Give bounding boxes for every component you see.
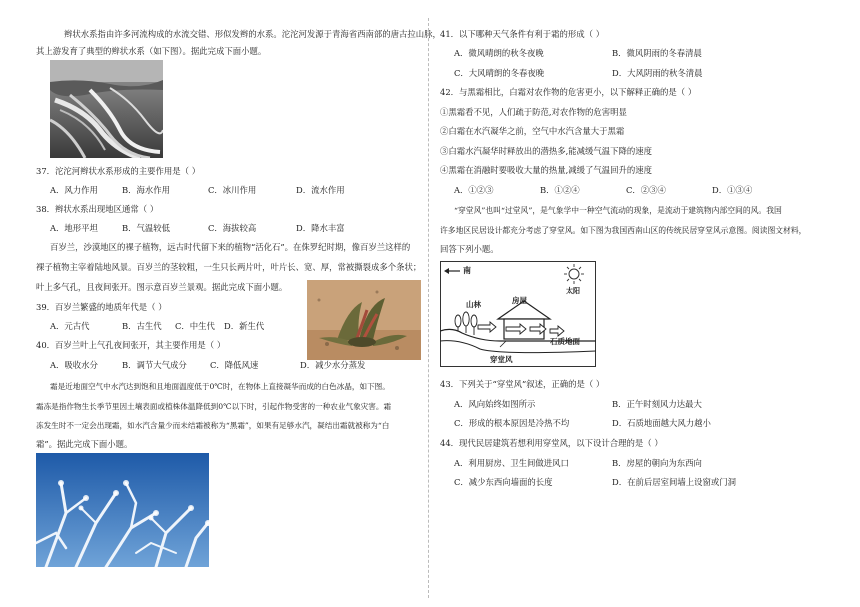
diagram-wind-label: 穿堂风: [490, 355, 513, 364]
q44-option-d[interactable]: D．在前后居室间墙上设窗或门洞: [612, 477, 736, 487]
ventilation-diagram: [440, 261, 596, 367]
q43-option-a[interactable]: A．风向始终如图所示: [454, 399, 536, 409]
diagram-stone-ground-label: 石质地面: [550, 337, 580, 346]
q42-statement-2: ②白霜在水汽凝华之前，空气中水汽含量大于黑霜: [440, 126, 625, 136]
q39-option-c[interactable]: C．中生代: [175, 321, 215, 331]
frost-intro-line3: 冻发生时不一定会出现霜，如水汽含量少而未结霜被称为“黑霜”，如果有足够水汽，凝结出霜就被称为“白: [36, 421, 390, 430]
q38-option-d[interactable]: D．降水丰富: [296, 223, 345, 233]
diagram-house-label: 房屋: [512, 296, 527, 305]
ventilation-intro-line1: “穿堂风”也叫“过堂风”，是气象学中一种空气流动的现象，是流动于建筑物内部空间的风。我国: [454, 206, 782, 215]
q41-option-d[interactable]: D．大风阴雨的秋冬清晨: [612, 68, 703, 78]
q37-option-c[interactable]: C．冰川作用: [208, 185, 257, 195]
q42-statement-4: ④黑霜在消融时要吸收大量的热量,减缓了气温回升的速度: [440, 165, 653, 175]
q39-option-a[interactable]: A．元古代: [50, 321, 90, 331]
diagram-forest-label: 山林: [466, 300, 481, 309]
column-divider: [428, 18, 429, 598]
welwitschia-intro-line1: 百岁兰，沙漠地区的裸子植物，远古时代留下来的植物“活化石”。在侏罗纪时期，像百岁兰这样的: [50, 242, 411, 252]
q40-option-a[interactable]: A．吸收水分: [50, 360, 98, 370]
q40-option-b[interactable]: B．调节大气成分: [122, 360, 187, 370]
q39-option-d[interactable]: D．新生代: [224, 321, 265, 331]
frost-intro-line2: 霜冻是指作物生长季节里因土壤表面或植株体温降低到0℃以下时，引起作物受害的一种农业气象灾害。霜: [36, 402, 392, 411]
q44-option-b[interactable]: B．房屋的朝向为东西向: [612, 458, 702, 468]
ventilation-intro-line2: 许多地区民居设计都充分考虑了穿堂风。如下图为我国西南山区的传统民居穿堂风示意图。阅读图文材料，: [440, 226, 807, 235]
q37-stem: 37．沱沱河辫状水系形成的主要作用是（ ）: [36, 166, 201, 176]
q44-option-a[interactable]: A．利用厨房、卫生间做进风口: [454, 458, 569, 468]
q37-option-a[interactable]: A．风力作用: [50, 185, 98, 195]
frost-intro-line4: 霜”。据此完成下面小题。: [36, 439, 133, 449]
q42-option-d[interactable]: D．①③④: [712, 185, 753, 195]
braided-intro-line1: 辫状水系指由许多河流构成的水流交错、形似发辫的水系。沱沱河发源于青海省西南部的唐古拉山脉，: [64, 29, 441, 39]
q40-option-c[interactable]: C．降低风速: [210, 360, 259, 370]
frost-photo: [36, 453, 209, 567]
q41-stem: 41．以下哪种天气条件有利于霜的形成（ ）: [440, 29, 605, 39]
q38-option-c[interactable]: C．海拔较高: [208, 223, 257, 233]
q44-option-c[interactable]: C．减少东西向墙面的长度: [454, 477, 553, 487]
ventilation-intro-line3: 回答下列小题。: [440, 244, 499, 254]
q39-stem: 39．百岁兰繁盛的地质年代是（ ）: [36, 302, 167, 312]
q37-option-b[interactable]: B．海水作用: [122, 185, 171, 195]
q44-stem: 44．现代民居建筑若想利用穿堂风，以下设计合理的是（ ）: [440, 438, 663, 448]
welwitschia-intro-line3: 叶上多气孔，且夜间张开。图示意百岁兰景观。据此完成下面小题。: [36, 282, 288, 292]
q37-option-d[interactable]: D．流水作用: [296, 185, 345, 195]
welwitschia-intro-line2: 裸子植物主宰着陆地风景。百岁兰的茎较粗，一生只长两片叶，叶片长、宽、厚，常被撕裂成多个条状；: [36, 262, 422, 272]
braided-intro-line2: 其上游发育了典型的辫状水系（如下图）。据此完成下面小题。: [36, 46, 267, 56]
q43-option-c[interactable]: C．形成的根本原因是冷热不均: [454, 418, 570, 428]
q38-stem: 38．辫状水系出现地区通常（ ）: [36, 204, 159, 214]
braided-river-photo: [50, 60, 163, 158]
q41-option-c[interactable]: C．大风晴朗的冬春夜晚: [454, 68, 545, 78]
q38-option-b[interactable]: B．气温较低: [122, 223, 171, 233]
q41-option-a[interactable]: A．微风晴朗的秋冬夜晚: [454, 48, 544, 58]
q40-stem: 40．百岁兰叶上气孔夜间张开，其主要作用是（ ）: [36, 340, 226, 350]
q43-stem: 43．下列关于“穿堂风”叙述，正确的是（ ）: [440, 379, 605, 389]
diagram-south-label: 南: [463, 265, 471, 275]
q42-stem: 42．与黑霜相比，白霜对农作物的危害更小，以下解释正确的是（ ）: [440, 87, 697, 97]
q39-option-b[interactable]: B．古生代: [122, 321, 162, 331]
diagram-sun-label: 太阳: [566, 286, 580, 295]
welwitschia-photo: [307, 280, 421, 360]
frost-intro-line1: 霜是近地面空气中水汽达到饱和且地面温度低于0℃时，在物体上直接凝华而成的白色冰晶，如下图。: [50, 382, 390, 391]
q43-option-b[interactable]: B．正午时刻风力达最大: [612, 399, 702, 409]
q42-statement-1: ①黑霜看不见，人们疏于防范,对农作物的危害明显: [440, 107, 627, 117]
q42-statement-3: ③白霜水汽凝华时释放出的潜热多,能减缓气温下降的速度: [440, 146, 653, 156]
q42-option-a[interactable]: A．①②③: [454, 185, 494, 195]
q42-option-c[interactable]: C．②③④: [626, 185, 666, 195]
q40-option-d[interactable]: D．减少水分蒸发: [300, 360, 366, 370]
q43-option-d[interactable]: D．石质地面越大风力越小: [612, 418, 711, 428]
q42-option-b[interactable]: B．①②④: [540, 185, 580, 195]
q41-option-b[interactable]: B．微风阴雨的冬春清晨: [612, 48, 702, 58]
q38-option-a[interactable]: A．地形平坦: [50, 223, 98, 233]
